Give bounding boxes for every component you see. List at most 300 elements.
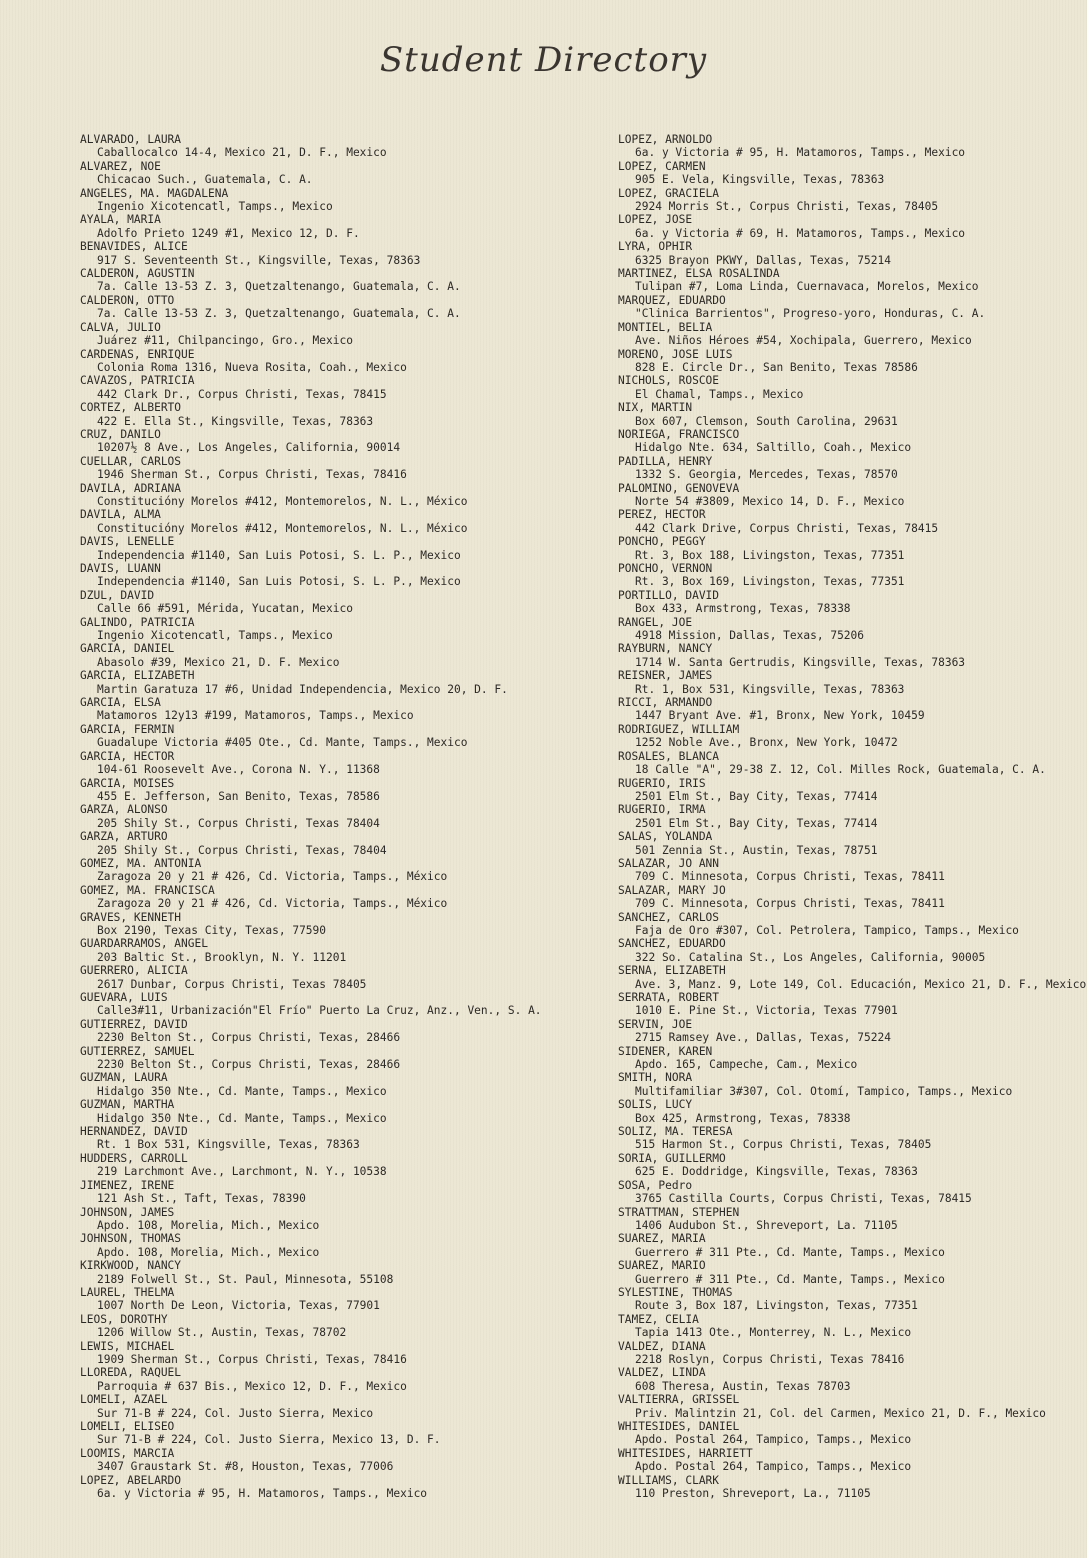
student-name: REISNER, JAMES [618,669,713,683]
student-address: 203 Baltic St., Brooklyn, N. Y. 11201 [97,950,347,964]
student-address: 6a. y Victoria # 69, H. Matamoros, Tamps., Mexico [635,226,966,240]
student-address: Sur 71-B # 224, Col. Justo Sierra, Mexico [97,1406,374,1420]
directory-entry [618,535,1078,562]
student-name: GARZA, ALONSO [80,803,168,817]
student-name: KIRKWOOD, NANCY [80,1259,182,1273]
student-name: JOHNSON, JAMES [80,1205,175,1219]
student-name: BENAVIDES, ALICE [80,240,188,254]
student-address: Apdo. Postal 264, Tampico, Tamps., Mexico [635,1460,912,1474]
student-address: Ingenio Xicotencatl, Tamps., Mexico [97,200,333,214]
student-name: PONCHO, PEGGY [618,535,706,549]
student-name: CAVAZOS, PATRICIA [80,374,195,388]
student-address: 455 E. Jefferson, San Benito, Texas, 78586 [97,789,380,803]
student-address: Colonia Roma 1316, Nueva Rosita, Coah., Mexico [97,360,407,374]
directory-entry [618,321,1078,348]
directory-entry [80,937,600,964]
student-address: 828 E. Circle Dr., San Benito, Texas 78586 [635,360,918,374]
student-address: 1252 Noble Ave., Bronx, New York, 10472 [635,736,898,750]
student-name: GUTIERREZ, SAMUEL [80,1044,195,1058]
directory-entry [618,374,1078,401]
student-name: CALDERON, OTTO [80,293,175,307]
student-address: 322 So. Catalina St., Los Angeles, California, 90005 [635,950,986,964]
student-address: Hidalgo 350 Nte., Cd. Mante, Tamps., Mexico [97,1084,387,1098]
directory-entry [618,240,1078,267]
student-name: RANGEL, JOE [618,615,693,629]
student-name: PEREZ, HECTOR [618,508,706,522]
student-name: PORTILLO, DAVID [618,588,720,602]
directory-entry [618,1393,1078,1420]
directory-entry [80,1447,600,1474]
directory-entry [618,1340,1078,1367]
student-address: 442 Clark Drive, Corpus Christi, Texas, 78415 [635,521,939,535]
directory-entry [80,1366,600,1393]
student-address: Box 433, Armstrong, Texas, 78338 [635,602,851,616]
student-name: NICHOLS, ROSCOE [618,374,720,388]
student-name: GALINDO, PATRICIA [80,615,195,629]
student-address: 1447 Bryant Ave. #1, Bronx, New York, 10459 [635,709,925,723]
student-name: LOPEZ, GRACIELA [618,186,720,200]
directory-entry [80,1286,600,1313]
student-name: MARTINEZ, ELSA ROSALINDA [618,267,780,281]
student-address: 121 Ash St., Taft, Texas, 78390 [97,1192,306,1206]
student-address: 1010 E. Pine St., Victoria, Texas 77901 [635,1004,898,1018]
student-address: 608 Theresa, Austin, Texas 78703 [635,1379,851,1393]
student-address: Route 3, Box 187, Livingston, Texas, 77351 [635,1299,918,1313]
student-address: 1332 S. Georgia, Mercedes, Texas, 78570 [635,468,898,482]
student-address: 7a. Calle 13-53 Z. 3, Quetzaltenango, Guatemala, C. A. [97,280,461,294]
student-address: Matamoros 12y13 #199, Matamoros, Tamps., Mexico [97,709,414,723]
student-name: SALAZAR, JO ANN [618,856,720,870]
student-name: GUEVARA, LUIS [80,991,168,1004]
directory-entry [618,1045,1078,1072]
student-address: Ave. Niños Héroes #54, Xochipala, Guerrero, Mexico [635,334,972,348]
student-name: CRUZ, DANILO [80,427,161,441]
directory-entry [80,1232,600,1259]
student-address: Caballocalco 14-4, Mexico 21, D. F., Mexico [97,146,387,160]
directory-entry [618,1152,1078,1179]
directory-entry [80,1393,600,1420]
directory-entry [618,884,1078,911]
student-address: 2501 Elm St., Bay City, Texas, 77414 [635,789,878,803]
student-name: SALAS, YOLANDA [618,830,713,844]
student-name: LLOREDA, RAQUEL [80,1366,182,1380]
directory-entry [618,750,1078,777]
student-address: Faja de Oro #307, Col. Petrolera, Tampico, Tamps., Mexico [635,923,1019,937]
student-address: Hidalgo Nte. 634, Saltillo, Coah., Mexico [635,441,912,455]
student-address: Hidalgo 350 Nte., Cd. Mante, Tamps., Mexico [97,1111,387,1125]
student-name: STRATTMAN, STEPHEN [618,1205,740,1219]
student-address: 917 S. Seventeenth St., Kingsville, Texas, 78363 [97,253,421,267]
student-address: Tapia 1413 Ote., Monterrey, N. L., Mexico [635,1326,912,1340]
directory-entry [80,160,600,187]
student-name: DAVILA, ADRIANA [80,481,182,495]
student-address: 1206 Willow St., Austin, Texas, 78702 [97,1326,347,1340]
directory-entry [618,723,1078,750]
student-address: 110 Preston, Shreveport, La., 71105 [635,1487,871,1501]
student-name: SANCHEZ, EDUARDO [618,937,726,951]
student-address: 625 E. Doddridge, Kingsville, Texas, 78363 [635,1165,918,1179]
student-address: El Chamal, Tamps., Mexico [635,387,804,401]
student-address: Apdo. 108, Morelia, Mich., Mexico [97,1245,320,1259]
student-name: HERNANDEZ, DAVID [80,1125,188,1139]
student-name: LOPEZ, ABELARDO [80,1473,182,1487]
student-name: SERRATA, ROBERT [618,991,720,1004]
student-name: LOMELI, ELISEO [80,1420,175,1433]
directory-entry [618,562,1078,589]
student-name: PONCHO, VERNON [618,562,713,575]
student-name: SIDENER, KAREN [618,1044,713,1058]
directory-entry [80,1125,600,1152]
directory-entry [80,1098,600,1125]
directory-entry [80,669,600,696]
directory-entry [80,1018,600,1045]
student-name: MARQUEZ, EDUARDO [618,293,726,307]
student-name: SERNA, ELIZABETH [618,964,726,978]
student-name: WILLIAMS, CLARK [618,1473,720,1487]
student-address: 515 Harmon St., Corpus Christi, Texas, 78405 [635,1138,932,1152]
student-name: JIMENEZ, IRENE [80,1178,175,1192]
directory-entry [618,133,1078,160]
directory-entry [80,133,600,160]
student-name: DZUL, DAVID [80,588,155,602]
directory-entry [80,750,600,777]
student-name: GUZMAN, MARTHA [80,1098,175,1112]
student-name: GRAVES, KENNETH [80,910,182,924]
directory-entry [80,562,600,589]
student-name: RAYBURN, NANCY [618,642,713,656]
directory-entry [80,803,600,830]
student-address: 7a. Calle 13-53 Z. 3, Quetzaltenango, Guatemala, C. A. [97,307,461,321]
student-name: GARCIA, HECTOR [80,749,175,763]
directory-entry [618,642,1078,669]
directory-entry [80,1420,600,1447]
directory-entry [618,991,1078,1018]
directory-entry [80,857,600,884]
directory-entry [80,991,600,1018]
student-address: 3407 Graustark St. #8, Houston, Texas, 77006 [97,1460,394,1474]
student-address: Norte 54 #3809, Mexico 14, D. F., Mexico [635,494,905,508]
student-address: Juárez #11, Chilpancingo, Gro., Mexico [97,334,353,348]
student-address: 2218 Roslyn, Corpus Christi, Texas 78416 [635,1352,905,1366]
student-name: SYLESTINE, THOMAS [618,1285,733,1299]
student-address: Calle3#11, Urbanización"El Frío" Puerto La Cruz, Anz., Ven., S. A. [97,1004,542,1018]
student-name: SOLIZ, MA. TERESA [618,1125,733,1139]
student-name: SOLIS, LUCY [618,1098,693,1112]
directory-entry [618,669,1078,696]
directory-entry [80,1179,600,1206]
student-name: GUARDARRAMOS, ANGEL [80,937,208,951]
student-address: Apdo. 108, Morelia, Mich., Mexico [97,1218,320,1232]
directory-entry [618,964,1087,991]
student-address: Independencia #1140, San Luis Potosi, S. L. P., Mexico [97,548,461,562]
directory-entry [618,1420,1078,1447]
directory-entry [80,1045,600,1072]
student-address: Constitucióny Morelos #412, Montemorelos, N. L., México [97,494,468,508]
student-name: NIX, MARTIN [618,401,693,415]
student-address: 422 E. Ella St., Kingsville, Texas, 78363 [97,414,374,428]
directory-entry [80,187,600,214]
student-address: Sur 71-B # 224, Col. Justo Sierra, Mexico 13, D. F. [97,1433,441,1447]
student-name: GARZA, ARTURO [80,830,168,844]
directory-entry [618,294,1078,321]
directory-entry [618,1366,1078,1393]
directory-entry [618,589,1078,616]
student-name: PALOMINO, GENOVEVA [618,481,740,495]
student-address: Guadalupe Victoria #405 Ote., Cd. Mante, Tamps., Mexico [97,736,468,750]
directory-entry [80,321,600,348]
student-name: ALVARADO, LAURA [80,133,182,146]
student-name: LYRA, OPHIR [618,240,693,254]
directory-entry [80,696,600,723]
directory-entry [80,723,600,750]
student-address: "Clinica Barrientos", Progreso-yoro, Honduras, C. A. [635,307,986,321]
student-address: 2501 Elm St., Bay City, Texas, 77414 [635,816,878,830]
page-title: Student Directory [379,40,708,80]
directory-entry [80,1340,600,1367]
student-name: SOSA, Pedro [618,1178,693,1192]
student-name: WHITESIDES, DANIEL [618,1420,740,1433]
student-name: ANGELES, MA. MAGDALENA [80,186,229,200]
directory-entry [618,401,1078,428]
directory-entry [80,348,600,375]
student-address: 1946 Sherman St., Corpus Christi, Texas, 78416 [97,468,407,482]
directory-entry [80,964,600,991]
student-address: Ave. 3, Manz. 9, Lote 149, Col. Educación, Mexico 21, D. F., Mexico [635,977,1087,991]
directory-column-left [80,133,600,1500]
student-address: Guerrero # 311 Pte., Cd. Mante, Tamps., Mexico [635,1245,945,1259]
student-name: CALVA, JULIO [80,320,161,334]
directory-entry [80,455,600,482]
directory-entry [80,1152,600,1179]
student-address: 2189 Folwell St., St. Paul, Minnesota, 55108 [97,1272,394,1286]
directory-entry [618,830,1078,857]
student-address: 442 Clark Dr., Corpus Christi, Texas, 78415 [97,387,387,401]
directory-entry [80,428,600,455]
student-address: Zaragoza 20 y 21 # 426, Cd. Victoria, Tamps., México [97,897,448,911]
student-name: MONTIEL, BELIA [618,320,713,334]
directory-entry [80,777,600,804]
directory-entry [618,1232,1078,1259]
student-name: SUAREZ, MARIO [618,1259,706,1273]
student-name: RUGERIO, IRMA [618,803,706,817]
directory-entry [618,1125,1078,1152]
student-name: LOPEZ, CARMEN [618,159,706,173]
student-name: SORIA, GUILLERMO [618,1151,726,1165]
student-name: DAVIS, LENELLE [80,535,175,549]
student-address: Tulipan #7, Loma Linda, Cuernavaca, Morelos, Mexico [635,280,979,294]
student-name: WHITESIDES, HARRIETT [618,1446,753,1460]
directory-entry [618,213,1078,240]
student-name: AYALA, MARIA [80,213,161,227]
student-name: MORENO, JOSE LUIS [618,347,733,361]
student-address: 104-61 Roosevelt Ave., Corona N. Y., 11368 [97,763,380,777]
student-address: Multifamiliar 3#307, Col. Otomí, Tampico, Tamps., Mexico [635,1084,1013,1098]
directory-entry [80,374,600,401]
directory-entry [618,1313,1078,1340]
student-name: SANCHEZ, CARLOS [618,910,720,924]
student-name: LEOS, DOROTHY [80,1312,168,1326]
directory-entry [618,508,1078,535]
student-address: 10207½ 8 Ave., Los Angeles, California, 90014 [97,441,401,455]
student-name: GUTIERREZ, DAVID [80,1017,188,1031]
directory-entry [618,187,1078,214]
student-name: GOMEZ, MA. FRANCISCA [80,883,215,897]
student-address: Chicacao Such., Guatemala, C. A. [97,173,313,187]
student-address: Independencia #1140, San Luis Potosi, S. L. P., Mexico [97,575,461,589]
student-address: 6a. y Victoria # 95, H. Matamoros, Tamps., Mexico [97,1487,428,1501]
directory-entry [618,937,1078,964]
directory-entry [80,589,600,616]
student-address: 3765 Castilla Courts, Corpus Christi, Texas, 78415 [635,1192,972,1206]
student-name: RICCI, ARMANDO [618,696,713,710]
student-name: HUDDERS, CARROLL [80,1151,188,1165]
directory-column-right [618,133,1087,1501]
student-address: Rt. 1 Box 531, Kingsville, Texas, 78363 [97,1138,360,1152]
student-name: CARDENAS, ENRIQUE [80,347,195,361]
directory-entry [80,267,600,294]
student-address: 1007 North De Leon, Victoria, Texas, 77901 [97,1299,380,1313]
student-address: Rt. 1, Box 531, Kingsville, Texas, 78363 [635,682,905,696]
directory-entry [618,267,1078,294]
student-address: 709 C. Minnesota, Corpus Christi, Texas, 78411 [635,897,945,911]
student-address: Box 607, Clemson, South Carolina, 29631 [635,414,898,428]
directory-entry [618,616,1078,643]
student-name: DAVILA, ALMA [80,508,161,522]
student-name: LOOMIS, MARCIA [80,1446,175,1460]
directory-entry [80,401,600,428]
student-address: Apdo. Postal 264, Tampico, Tamps., Mexico [635,1433,912,1447]
directory-entry [618,1259,1078,1286]
student-address: Parroquia # 637 Bis., Mexico 12, D. F., Mexico [97,1379,407,1393]
student-address: Rt. 3, Box 188, Livingston, Texas, 77351 [635,548,905,562]
student-name: RODRIGUEZ, WILLIAM [618,722,740,736]
student-name: SALAZAR, MARY JO [618,883,726,897]
student-name: PADILLA, HENRY [618,454,713,468]
directory-entry [80,213,600,240]
student-address: Abasolo #39, Mexico 21, D. F. Mexico [97,655,340,669]
student-address: Calle 66 #591, Mérida, Yucatan, Mexico [97,602,353,616]
student-address: 2230 Belton St., Corpus Christi, Texas, 28466 [97,1058,401,1072]
student-name: LEWIS, MICHAEL [80,1339,175,1353]
directory-entry [80,911,600,938]
directory-entry [80,1071,600,1098]
student-address: 2230 Belton St., Corpus Christi, Texas, 28466 [97,1031,401,1045]
student-name: LOPEZ, JOSE [618,213,693,227]
student-name: GUZMAN, LAURA [80,1071,168,1085]
directory-entry [618,1179,1078,1206]
directory-entry [80,508,600,535]
student-address: 1406 Audubon St., Shreveport, La. 71105 [635,1218,898,1232]
student-address: 205 Shily St., Corpus Christi, Texas 78404 [97,816,380,830]
directory-entry [80,1474,600,1501]
directory-entry [80,1313,600,1340]
student-name: SERVIN, JOE [618,1017,693,1031]
student-name: GARCIA, ELIZABETH [80,669,195,683]
directory-entry [80,1206,600,1233]
student-address: 2715 Ramsey Ave., Dallas, Texas, 75224 [635,1031,891,1045]
student-address: 1714 W. Santa Gertrudis, Kingsville, Texas, 78363 [635,655,966,669]
directory-entry [80,642,600,669]
directory-entry [80,1259,600,1286]
student-address: 4918 Mission, Dallas, Texas, 75206 [635,629,865,643]
directory-entry [618,696,1078,723]
student-address: 6325 Brayon PKWY, Dallas, Texas, 75214 [635,253,891,267]
directory-entry [618,428,1078,455]
directory-entry [618,1447,1078,1474]
student-name: GARCIA, FERMIN [80,722,175,736]
directory-entry [618,777,1078,804]
student-address: Priv. Malintzin 21, Col. del Carmen, Mexico 21, D. F., Mexico [635,1406,1046,1420]
student-address: Apdo. 165, Campeche, Cam., Mexico [635,1058,858,1072]
student-name: NORIEGA, FRANCISCO [618,427,740,441]
student-name: SUAREZ, MARIA [618,1232,706,1246]
directory-entry [618,1098,1078,1125]
student-name: VALTIERRA, GRISSEL [618,1393,740,1407]
student-address: Zaragoza 20 y 21 # 426, Cd. Victoria, Tamps., México [97,870,448,884]
directory-entry [618,857,1078,884]
student-address: 219 Larchmont Ave., Larchmont, N. Y., 10538 [97,1165,387,1179]
student-name: RUGERIO, IRIS [618,776,706,790]
student-address: Rt. 3, Box 169, Livingston, Texas, 77351 [635,575,905,589]
student-name: JOHNSON, THOMAS [80,1232,182,1246]
student-address: Ingenio Xicotencatl, Tamps., Mexico [97,629,333,643]
student-name: GARCIA, DANIEL [80,642,175,656]
directory-entry [80,884,600,911]
student-address: Box 2190, Texas City, Texas, 77590 [97,923,327,937]
directory-entry [618,482,1078,509]
directory-entry [618,1474,1078,1501]
student-address: 709 C. Minnesota, Corpus Christi, Texas, 78411 [635,870,945,884]
student-name: CALDERON, AGUSTIN [80,267,195,281]
student-address: 18 Calle "A", 29-38 Z. 12, Col. Milles Rock, Guatemala, C. A. [635,763,1046,777]
student-name: LOMELI, AZAEL [80,1393,168,1407]
student-address: 2924 Morris St., Corpus Christi, Texas, 78405 [635,200,939,214]
directory-entry [80,294,600,321]
student-name: GARCIA, ELSA [80,696,161,710]
directory-entry [80,830,600,857]
student-name: VALDEZ, DIANA [618,1339,706,1353]
directory-entry [80,616,600,643]
student-address: Box 425, Armstrong, Texas, 78338 [635,1111,851,1125]
student-name: DAVIS, LUANN [80,562,161,575]
student-name: GUERRERO, ALICIA [80,964,188,978]
student-address: Constitucióny Morelos #412, Montemorelos, N. L., México [97,521,468,535]
student-name: VALDEZ, LINDA [618,1366,706,1380]
directory-entry [618,1071,1078,1098]
student-name: GARCIA, MOISES [80,776,175,790]
directory-entry [618,1018,1078,1045]
student-name: LOPEZ, ARNOLDO [618,133,713,146]
student-address: Adolfo Prieto 1249 #1, Mexico 12, D. F. [97,226,360,240]
student-address: 905 E. Vela, Kingsville, Texas, 78363 [635,173,885,187]
student-address: Martin Garatuza 17 #6, Unidad Independencia, Mexico 20, D. F. [97,682,508,696]
student-name: CUELLAR, CARLOS [80,454,182,468]
directory-entry [80,240,600,267]
directory-entry [618,803,1078,830]
student-address: Guerrero # 311 Pte., Cd. Mante, Tamps., Mexico [635,1272,945,1286]
student-name: TAMEZ, CELIA [618,1312,699,1326]
directory-entry [618,911,1078,938]
directory-entry [618,160,1078,187]
directory-entry [618,455,1078,482]
student-name: ROSALES, BLANCA [618,749,720,763]
student-address: 6a. y Victoria # 95, H. Matamoros, Tamps., Mexico [635,146,966,160]
directory-entry [618,1286,1078,1313]
directory-entry [618,1206,1078,1233]
directory-entry [80,535,600,562]
student-address: 1909 Sherman St., Corpus Christi, Texas, 78416 [97,1352,407,1366]
student-address: 501 Zennia St., Austin, Texas, 78751 [635,843,878,857]
